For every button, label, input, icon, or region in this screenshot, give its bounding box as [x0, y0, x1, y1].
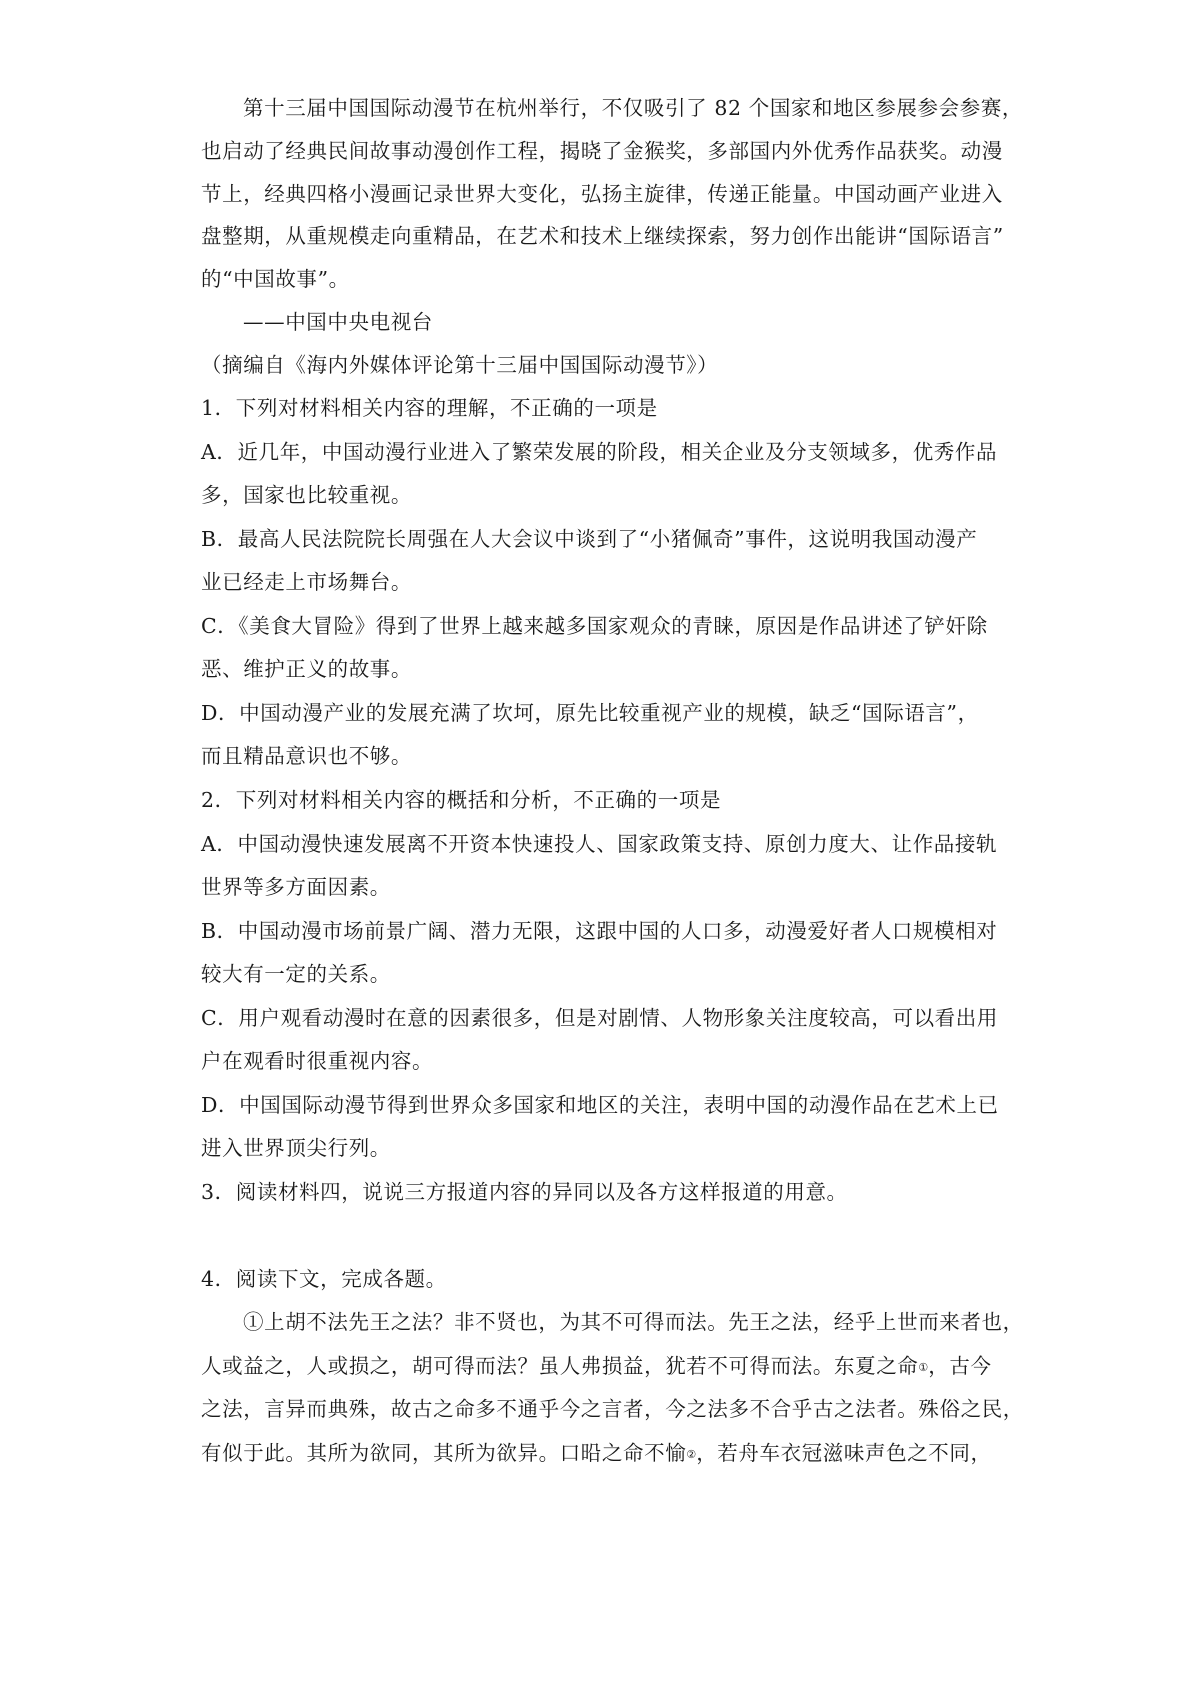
question-1-option-c: C．《美食大冒险》得到了世界上越来越多国家观众的青睐，原因是作品讲述了铲奸除 [201, 614, 988, 638]
q4-passage-line [201, 1352, 1001, 1382]
question-1-option-c-cont: 恶、维护正义的故事。 [201, 657, 412, 681]
question-1-stem: 1．下列对材料相关内容的理解，不正确的一项是 [201, 396, 658, 420]
q4-passage-line: 之法，言异而典殊，故古之命多不通乎今之言者，今之法多不合乎古之法者。殊俗之民， [201, 1397, 1024, 1421]
passage-line: 盘整期，从重规模走向重精品，在艺术和技术上继续探索，努力创作出能讲“国际语言” [201, 224, 1004, 248]
question-3-stem: 3．阅读材料四，说说三方报道内容的异同以及各方这样报道的用意。 [201, 1180, 848, 1204]
q4-text: ，古今 [928, 1354, 992, 1378]
question-2-option-d: D．中国国际动漫节得到世界众多国家和地区的关注，表明中国的动漫作品在艺术上已 [201, 1093, 999, 1117]
question-2-option-d-cont: 进入世界顶尖行列。 [201, 1136, 391, 1160]
question-2-stem: 2．下列对材料相关内容的概括和分析，不正确的一项是 [201, 788, 722, 812]
q4-text: 人或益之，人或损之，胡可得而法？虽人弗损益，犹若不可得而法。东夏之命 [201, 1354, 919, 1378]
question-2-option-b-cont: 较大有一定的关系。 [201, 962, 391, 986]
question-1-option-a-cont: 多，国家也比较重视。 [201, 483, 412, 507]
passage-line: 的“中国故事”。 [201, 267, 350, 291]
q4-text: 有似于此。其所为欲同，其所为欲异。口㫟之命不愉 [201, 1441, 687, 1465]
question-1-option-b: B．最高人民法院院长周强在人大会议中谈到了“小猪佩奇”事件，这说明我国动漫产 [201, 527, 978, 551]
question-2-option-b: B．中国动漫市场前景广阔、潜力无限，这跟中国的人口多，动漫爱好者人口规模相对 [201, 919, 998, 943]
question-1-option-b-cont: 业已经走上市场舞台。 [201, 570, 412, 594]
question-2-option-c: C．用户观看动漫时在意的因素很多，但是对剧情、人物形象关注度较高，可以看出用 [201, 1006, 998, 1030]
question-2-option-a-cont: 世界等多方面因素。 [201, 875, 391, 899]
passage-line: 也启动了经典民间故事动漫创作工程，揭晓了金猴奖，多部国内外优秀作品获奖。动漫 [201, 139, 1003, 163]
question-1-option-d-cont: 而且精品意识也不够。 [201, 744, 412, 768]
q4-text: ，若舟车衣冠滋味声色之不同， [696, 1441, 992, 1465]
question-1-option-a: A．近几年，中国动漫行业进入了繁荣发展的阶段，相关企业及分支领域多，优秀作品 [201, 440, 998, 464]
source-attribution: ——中国中央电视台 [243, 310, 433, 334]
source-note: （摘编自《海内外媒体评论第十三届中国国际动漫节》） [201, 353, 719, 377]
question-2-option-a: A．中国动漫快速发展离不开资本快速投人、国家政策支持、原创力度大、让作品接轨 [201, 832, 998, 856]
passage-line: 第十三届中国国际动漫节在杭州举行，不仅吸引了 82 个国家和地区参展参会参赛， [243, 96, 1024, 120]
footnote-marker: ① [918, 1361, 929, 1374]
question-1-option-d: D．中国动漫产业的发展充满了坎坷，原先比较重视产业的规模，缺乏“国际语言”， [201, 701, 979, 725]
question-2-option-c-cont: 户在观看时很重视内容。 [201, 1049, 434, 1073]
footnote-marker: ② [686, 1448, 697, 1461]
q4-passage-line [201, 1439, 1001, 1469]
question-4-stem: 4．阅读下文，完成各题。 [201, 1267, 447, 1291]
q4-passage-line: ①上胡不法先王之法？非不贤也，为其不可得而法。先王之法，经乎上世而来者也， [243, 1310, 1024, 1334]
passage-line: 节上，经典四格小漫画记录世界大变化，弘扬主旋律，传递正能量。中国动画产业进入 [201, 182, 1003, 206]
